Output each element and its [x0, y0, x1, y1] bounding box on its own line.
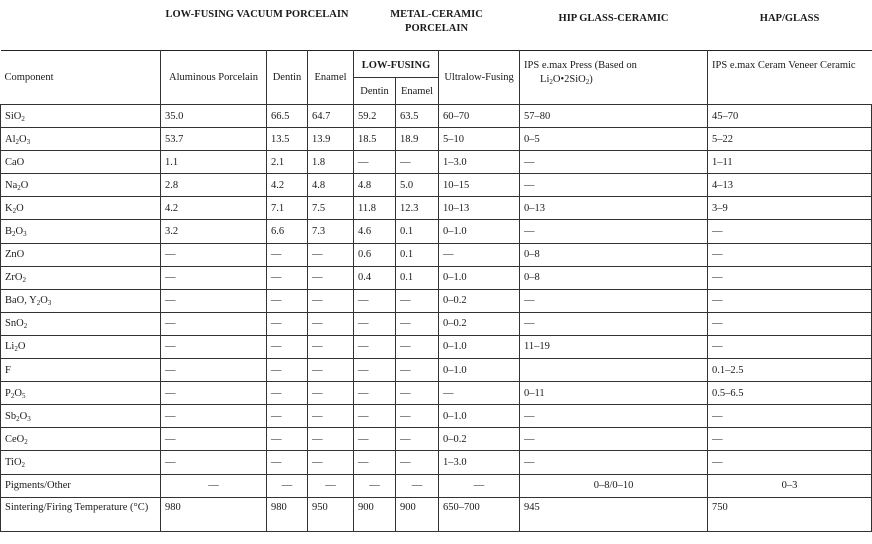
value-cell: —: [161, 405, 267, 428]
value-cell: —: [308, 289, 354, 312]
component-header: Component: [1, 51, 161, 105]
value-cell: —: [354, 289, 396, 312]
value-cell: 0–0.2: [439, 312, 520, 335]
value-cell: —: [161, 451, 267, 474]
formula-sub: 2: [23, 322, 28, 331]
ips-press-sub1: 2: [549, 78, 553, 86]
value-cell: —: [439, 382, 520, 405]
pigments-row: [1, 474, 872, 497]
value-cell: 18.9: [396, 128, 439, 151]
group-hip: HIP GLASS-CERAMIC: [558, 13, 669, 24]
value-cell: 1–3.0: [439, 451, 520, 474]
formula-base: Al: [5, 133, 16, 145]
formula-base: TiO: [5, 456, 22, 468]
value-cell: —: [267, 359, 308, 382]
formula-base: B: [5, 226, 13, 238]
formula-base: P: [5, 387, 11, 399]
value-cell: 2.1: [267, 151, 308, 174]
value-cell: —: [520, 220, 708, 243]
component-cell: [1, 289, 161, 312]
value-cell: —: [520, 174, 708, 197]
value-cell: —: [267, 382, 308, 405]
value-cell: 0–0.2: [439, 428, 520, 451]
value-cell: 10–13: [439, 197, 520, 220]
formula-sub: 2: [12, 230, 16, 239]
value-cell: —: [708, 335, 872, 358]
value-cell: 4.6: [354, 220, 396, 243]
formula-sub: 2: [36, 299, 41, 308]
value-cell: 900: [354, 497, 396, 531]
value-cell: —: [708, 451, 872, 474]
value-cell: —: [439, 474, 520, 497]
sintering-row-label: Sintering/Firing Temperature (°C): [1, 497, 161, 531]
table-row: [1, 105, 872, 128]
value-cell: —: [267, 405, 308, 428]
formula-base: BaO, Y: [5, 295, 37, 307]
formula-base: ZrO: [5, 272, 23, 284]
value-cell: —: [396, 451, 439, 474]
value-cell: 0.4: [354, 266, 396, 289]
value-cell: —: [396, 335, 439, 358]
component-cell: [1, 174, 161, 197]
value-cell: 35.0: [161, 105, 267, 128]
formula-after: O: [16, 202, 24, 214]
value-cell: 53.7: [161, 128, 267, 151]
component-cell: [1, 405, 161, 428]
value-cell: 4–13: [708, 174, 872, 197]
value-cell: —: [520, 405, 708, 428]
value-cell: —: [267, 451, 308, 474]
component-cell: [1, 382, 161, 405]
value-cell: —: [267, 474, 308, 497]
value-cell: 0–5: [520, 128, 708, 151]
value-cell: 0–1.0: [439, 405, 520, 428]
value-cell: 5–22: [708, 128, 872, 151]
value-cell: —: [396, 474, 439, 497]
ips-press-line2: [524, 74, 593, 85]
value-cell: —: [308, 474, 354, 497]
formula-sub: 2: [15, 137, 19, 146]
value-cell: 1.1: [161, 151, 267, 174]
value-cell: [520, 359, 708, 382]
value-cell: 980: [161, 497, 267, 531]
group-header-empty: [1, 4, 161, 51]
formula-base: F: [5, 364, 11, 376]
formula-sub: 2: [14, 345, 18, 354]
value-cell: 5.0: [396, 174, 439, 197]
formula-sub: 2: [21, 114, 25, 123]
value-cell: —: [354, 151, 396, 174]
value-cell: —: [708, 428, 872, 451]
value-cell: —: [161, 312, 267, 335]
value-cell: 0.1: [396, 266, 439, 289]
component-cell: [1, 335, 161, 358]
value-cell: 10–15: [439, 174, 520, 197]
component-cell: [1, 197, 161, 220]
value-cell: 7.3: [308, 220, 354, 243]
value-cell: 18.5: [354, 128, 396, 151]
value-cell: 3.2: [161, 220, 267, 243]
component-cell: [1, 220, 161, 243]
value-cell: —: [354, 451, 396, 474]
value-cell: —: [308, 382, 354, 405]
ips-press-oxide: O•2SiO: [552, 74, 586, 85]
value-cell: —: [520, 312, 708, 335]
value-cell: 5–10: [439, 128, 520, 151]
formula-base: K: [5, 202, 13, 214]
value-cell: —: [267, 335, 308, 358]
formula-after: O: [40, 295, 48, 307]
value-cell: 945: [520, 497, 708, 531]
value-cell: 45–70: [708, 105, 872, 128]
formula-after: O: [20, 179, 29, 191]
value-cell: —: [267, 312, 308, 335]
table-row: [1, 289, 872, 312]
formula-base: CaO: [5, 156, 25, 168]
value-cell: 57–80: [520, 105, 708, 128]
component-cell: [1, 312, 161, 335]
component-cell: [1, 128, 161, 151]
formula-sub2: 3: [27, 414, 31, 423]
value-cell: 0.1–2.5: [708, 359, 872, 382]
value-cell: —: [308, 243, 354, 266]
value-cell: 4.2: [161, 197, 267, 220]
group-vacuum: LOW-FUSING VACUUM PORCELAIN: [165, 9, 349, 20]
value-cell: —: [396, 428, 439, 451]
formula-sub2: 3: [47, 299, 52, 308]
group-hap: HAP/GLASS: [759, 13, 820, 24]
value-cell: 13.9: [308, 128, 354, 151]
ips-press-li: Li: [540, 74, 550, 85]
formula-after: O: [19, 133, 27, 145]
value-cell: —: [708, 243, 872, 266]
value-cell: —: [354, 335, 396, 358]
table-row: [1, 335, 872, 358]
value-cell: —: [161, 428, 267, 451]
value-cell: —: [161, 474, 267, 497]
value-cell: —: [520, 151, 708, 174]
pigments-row-label: Pigments/Other: [1, 474, 161, 497]
component-cell: [1, 359, 161, 382]
value-cell: 0.6: [354, 243, 396, 266]
value-cell: —: [161, 243, 267, 266]
value-cell: —: [267, 266, 308, 289]
value-cell: 59.2: [354, 105, 396, 128]
value-cell: 0–1.0: [439, 359, 520, 382]
formula-after: O: [19, 410, 28, 422]
value-cell: —: [708, 266, 872, 289]
formula-sub: 2: [17, 183, 21, 192]
value-cell: 6.6: [267, 220, 308, 243]
value-cell: 4.8: [308, 174, 354, 197]
value-cell: 0.5–6.5: [708, 382, 872, 405]
value-cell: 0–8: [520, 266, 708, 289]
value-cell: —: [161, 335, 267, 358]
table-row: [1, 220, 872, 243]
value-cell: —: [520, 451, 708, 474]
formula-after: O: [15, 226, 24, 238]
value-cell: —: [308, 359, 354, 382]
mc-dentin-header: Dentin: [354, 78, 396, 105]
value-cell: 0–3: [708, 474, 872, 497]
component-cell: [1, 266, 161, 289]
table-row: [1, 312, 872, 335]
value-cell: —: [396, 289, 439, 312]
value-cell: 0–13: [520, 197, 708, 220]
value-cell: —: [308, 312, 354, 335]
value-cell: —: [267, 289, 308, 312]
subheader-row-1: [1, 51, 872, 78]
formula-sub2: 3: [23, 230, 27, 239]
value-cell: 11.8: [354, 197, 396, 220]
value-cell: 0–1.0: [439, 266, 520, 289]
formula-after: O: [17, 341, 26, 353]
value-cell: —: [308, 266, 354, 289]
aluminous-header: Aluminous Porcelain: [161, 51, 267, 105]
value-cell: 66.5: [267, 105, 308, 128]
enamel-header: Enamel: [308, 51, 354, 105]
formula-sub: 2: [22, 276, 26, 285]
table-row: [1, 405, 872, 428]
value-cell: 650–700: [439, 497, 520, 531]
value-cell: —: [354, 382, 396, 405]
value-cell: —: [708, 220, 872, 243]
ips-press-header: [520, 51, 708, 105]
formula-sub: 2: [21, 460, 26, 469]
value-cell: —: [354, 474, 396, 497]
value-cell: 0–1.0: [439, 220, 520, 243]
value-cell: 3–9: [708, 197, 872, 220]
formula-base: Li: [5, 341, 15, 353]
formula-base: SiO: [5, 110, 22, 122]
value-cell: —: [520, 289, 708, 312]
value-cell: —: [708, 289, 872, 312]
ips-press-line1: IPS e.max Press (Based on: [524, 60, 637, 71]
value-cell: 7.5: [308, 197, 354, 220]
component-cell: [1, 451, 161, 474]
value-cell: —: [267, 243, 308, 266]
value-cell: 60–70: [439, 105, 520, 128]
value-cell: —: [396, 151, 439, 174]
value-cell: 4.8: [354, 174, 396, 197]
value-cell: 980: [267, 497, 308, 531]
value-cell: 7.1: [267, 197, 308, 220]
value-cell: —: [708, 312, 872, 335]
value-cell: —: [439, 243, 520, 266]
value-cell: —: [354, 428, 396, 451]
table-row: [1, 359, 872, 382]
group-metal-ceramic: METAL-CERAMIC PORCELAIN: [390, 9, 483, 34]
value-cell: 750: [708, 497, 872, 531]
value-cell: —: [161, 266, 267, 289]
table-row: [1, 128, 872, 151]
value-cell: 1–3.0: [439, 151, 520, 174]
value-cell: 900: [396, 497, 439, 531]
table-row: [1, 451, 872, 474]
value-cell: —: [396, 405, 439, 428]
component-cell: [1, 151, 161, 174]
formula-sub2: 5: [21, 391, 26, 400]
value-cell: —: [396, 382, 439, 405]
value-cell: 0.1: [396, 220, 439, 243]
value-cell: 13.5: [267, 128, 308, 151]
low-fusing-header: LOW-FUSING: [354, 51, 439, 78]
group-header-row: [1, 4, 872, 51]
formula-after: O: [14, 387, 22, 399]
value-cell: 0–0.2: [439, 289, 520, 312]
table-row: [1, 428, 872, 451]
formula-base: CeO: [5, 433, 25, 445]
value-cell: 1.8: [308, 151, 354, 174]
value-cell: —: [308, 335, 354, 358]
value-cell: 2.8: [161, 174, 267, 197]
value-cell: 64.7: [308, 105, 354, 128]
value-cell: —: [396, 359, 439, 382]
formula-base: ZnO: [5, 249, 25, 261]
value-cell: 63.5: [396, 105, 439, 128]
dentin-header: Dentin: [267, 51, 308, 105]
value-cell: —: [161, 382, 267, 405]
value-cell: —: [161, 359, 267, 382]
ips-press-sub2: 2: [585, 78, 590, 86]
value-cell: —: [161, 289, 267, 312]
sintering-row: [1, 497, 872, 531]
value-cell: —: [354, 405, 396, 428]
formula-sub2: 3: [26, 137, 31, 146]
formula-base: Sb: [5, 410, 17, 422]
composition-table: [0, 4, 872, 532]
table-row: [1, 174, 872, 197]
formula-sub: 2: [16, 414, 20, 423]
value-cell: —: [308, 405, 354, 428]
value-cell: —: [396, 312, 439, 335]
value-cell: 0.1: [396, 243, 439, 266]
value-cell: —: [708, 405, 872, 428]
component-cell: [1, 243, 161, 266]
value-cell: 950: [308, 497, 354, 531]
formula-sub: 2: [10, 391, 15, 400]
value-cell: —: [520, 428, 708, 451]
table-row: [1, 197, 872, 220]
ips-ceram-header: IPS e.max Ceram Veneer Ceramic: [712, 60, 856, 71]
ultralow-header: Ultralow-Fusing: [439, 51, 520, 105]
table-body: [1, 105, 872, 532]
formula-sub: 2: [24, 437, 28, 446]
value-cell: —: [354, 359, 396, 382]
formula-base: SnO: [5, 318, 24, 330]
value-cell: 4.2: [267, 174, 308, 197]
value-cell: 1–11: [708, 151, 872, 174]
component-cell: [1, 105, 161, 128]
value-cell: —: [354, 312, 396, 335]
ips-press-close: ): [589, 74, 593, 85]
table-row: [1, 266, 872, 289]
value-cell: 0–11: [520, 382, 708, 405]
value-cell: 0–8/0–10: [520, 474, 708, 497]
formula-sub: 2: [12, 206, 17, 215]
mc-enamel-header: Enamel: [396, 78, 439, 105]
value-cell: 0–8: [520, 243, 708, 266]
value-cell: —: [267, 428, 308, 451]
value-cell: 0–1.0: [439, 335, 520, 358]
value-cell: 11–19: [520, 335, 708, 358]
table-row: [1, 151, 872, 174]
value-cell: —: [308, 428, 354, 451]
table-row: [1, 382, 872, 405]
table-row: [1, 243, 872, 266]
value-cell: 12.3: [396, 197, 439, 220]
formula-base: Na: [5, 179, 18, 191]
value-cell: —: [308, 451, 354, 474]
component-cell: [1, 428, 161, 451]
